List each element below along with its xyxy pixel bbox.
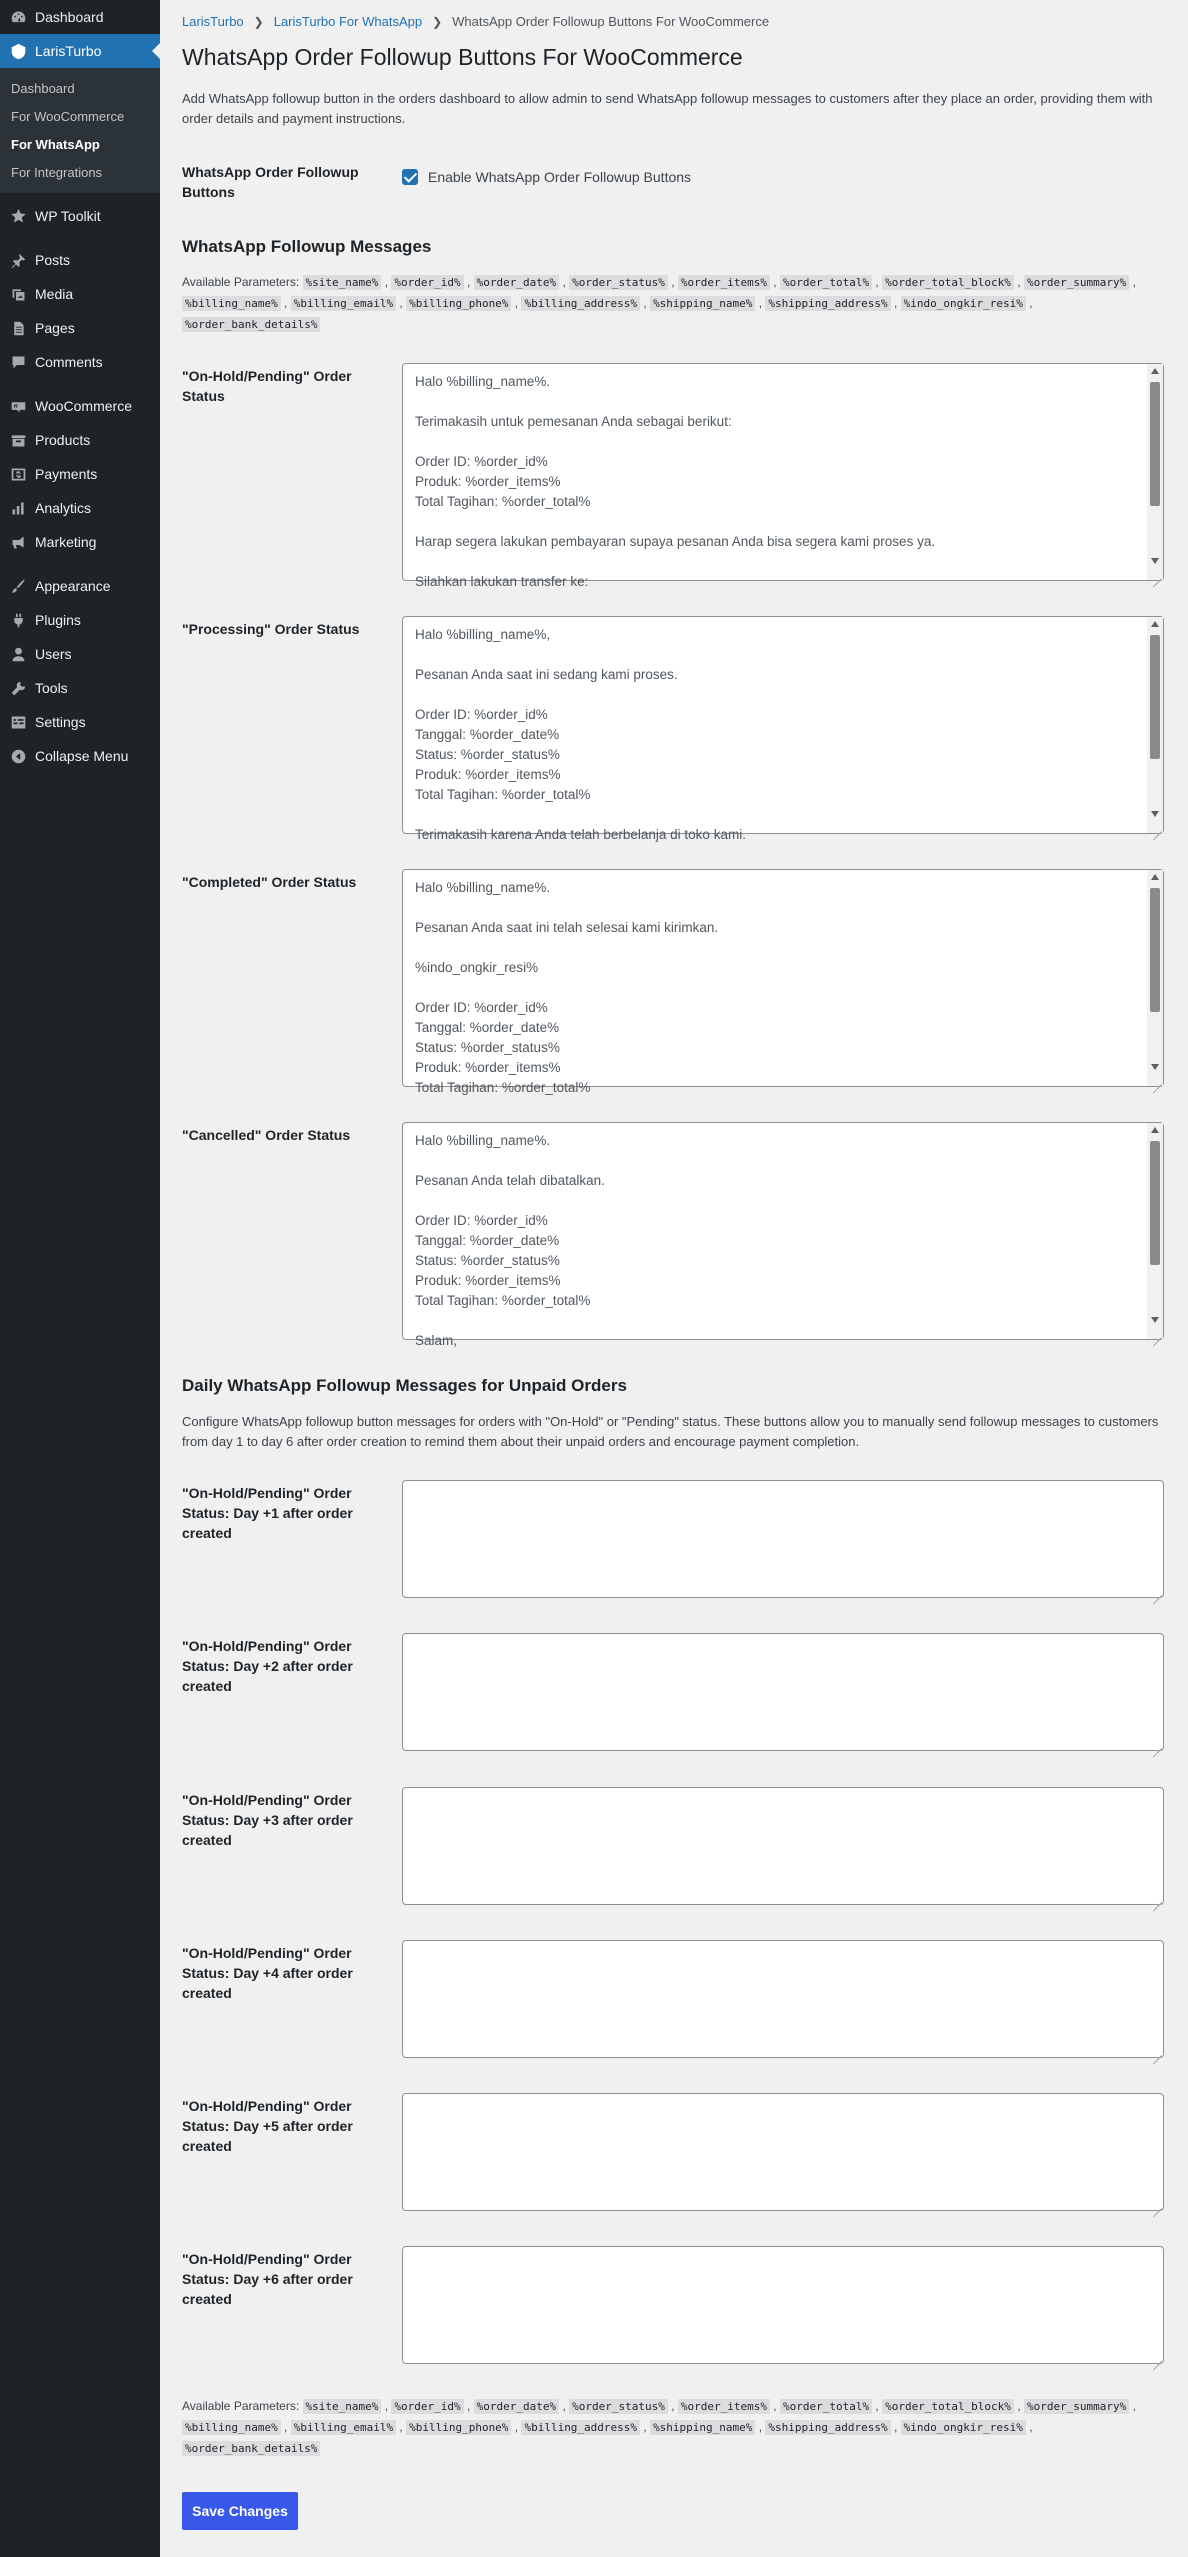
menu-label: Posts [35,252,71,268]
cancelled-message-text: Halo %billing_name%. Pesanan Anda telah dibatalkan. Order ID: %order_id% Tanggal: %order_date% Status: %order_status% Produk: %order_items% Total Tagihan: %order_total% Salam, [415,1133,605,1348]
enable-checkbox-row[interactable] [402,169,691,185]
laristurbo-icon [9,42,27,60]
params-prefix: Available Parameters: [182,275,300,289]
menu-label: Payments [35,466,98,482]
day4-textarea[interactable] [402,1940,1164,2058]
day3-textarea[interactable] [402,1787,1164,1905]
daily-followup-description: Configure WhatsApp followup button messages for orders with "On-Hold" or "Pending" status. These buttons allow you to manually send followup messages to customers from day 1 to day 6 after order creation to remind them about their unpaid orders and encourage payment completion. [182,1414,1159,1449]
day5-textarea[interactable] [402,2093,1164,2211]
day1-label: "On-Hold/Pending" Order Status: Day +1 after order created [182,1485,353,1541]
processing-label: "Processing" Order Status [182,621,360,637]
textarea-scrollbar[interactable] [1147,617,1163,833]
textarea-scrollbar[interactable] [1147,364,1163,580]
menu-laristurbo[interactable] [0,34,160,68]
param-chip: %order_date% [474,2399,559,2414]
users-icon [9,645,27,663]
param-chip: %indo_ongkir_resi% [901,296,1026,311]
scroll-up-icon [1151,368,1159,374]
param-chip: %shipping_name% [650,296,755,311]
menu-label: Dashboard [35,9,104,25]
page-description: Add WhatsApp followup button in the orders dashboard to allow admin to send WhatsApp followup messages to customers after they place an order, providing them with order details and payment instructions. [182,91,1153,126]
wrench-icon [9,679,27,697]
menu-label: LarisTurbo [35,43,102,59]
menu-label: WP Toolkit [35,208,101,224]
menu-dashboard[interactable] [0,0,160,34]
media-icon [9,285,27,303]
resize-grip-icon[interactable] [1152,2046,1162,2056]
scroll-down-icon [1151,558,1159,564]
textarea-scrollbar[interactable] [1147,870,1163,1086]
day5-label: "On-Hold/Pending" Order Status: Day +5 after order created [182,2098,353,2154]
menu-settings[interactable] [0,705,160,739]
laristurbo-submenu [0,68,160,193]
scroll-down-icon [1151,1064,1159,1070]
menu-label: Pages [35,320,75,336]
plugins-icon [9,611,27,629]
param-chip: %billing_name% [182,296,281,311]
submenu-for-whatsapp[interactable]: For WhatsApp [11,136,100,152]
param-chip: %billing_address% [521,2420,640,2435]
chevron-right-icon: ❯ [432,14,443,29]
param-chip: %order_items% [678,275,770,290]
admin-sidebar [0,0,160,2557]
available-params-bottom [182,2396,1164,2459]
day6-text [403,2247,1163,2363]
followup-messages-title: WhatsApp Followup Messages [182,237,432,256]
enable-checkbox[interactable] [402,169,418,185]
param-chip: %site_name% [303,275,382,290]
resize-grip-icon[interactable] [1152,569,1162,579]
woocommerce-icon [9,397,27,415]
menu-label: Plugins [35,612,81,628]
menu-appearance[interactable] [0,569,160,603]
param-chip: %order_summary% [1024,2399,1129,2414]
enable-label: WhatsApp Order Followup Buttons [182,164,359,200]
menu-label: Appearance [35,578,111,594]
enable-checkbox-label: Enable WhatsApp Order Followup Buttons [428,169,692,185]
day5-text [403,2094,1163,2210]
menu-label: Settings [35,714,86,730]
param-chip: %shipping_address% [765,296,890,311]
param-chip: %order_bank_details% [182,2441,320,2456]
pages-icon [9,319,27,337]
resize-grip-icon[interactable] [1152,1893,1162,1903]
megaphone-icon [9,533,27,551]
menu-woocommerce[interactable] [0,389,160,423]
menu-marketing[interactable] [0,525,160,559]
menu-label: Media [35,286,74,302]
completed-message-textarea[interactable] [402,869,1164,1095]
param-chip: %billing_email% [291,296,396,311]
onhold-label: "On-Hold/Pending" Order Status [182,368,352,404]
products-icon [9,431,27,449]
processing-message-textarea[interactable] [402,616,1164,842]
comments-icon [9,353,27,371]
menu-collapse[interactable] [0,739,160,773]
menu-label: WooCommerce [35,398,132,414]
processing-message-text: Halo %billing_name%, Pesanan Anda saat ini sedang kami proses. Order ID: %order_id% Tanggal: %order_date% Status: %order_status% Produk: %order_items% Total Tagihan: %order_total% Terimakasih karena Anda telah berbelanja di toko kami. [415,627,746,842]
day2-label: "On-Hold/Pending" Order Status: Day +2 after order created [182,1638,353,1694]
collapse-icon [9,747,27,765]
payments-icon [9,465,27,483]
day2-text [403,1634,1163,1750]
day6-textarea[interactable] [402,2246,1164,2364]
scroll-up-icon [1151,1127,1159,1133]
submenu-for-woocommerce[interactable]: For WooCommerce [11,108,125,124]
param-chip: %order_total% [780,275,872,290]
param-chip: %billing_address% [521,296,640,311]
menu-products[interactable] [0,423,160,457]
menu-label: Comments [35,354,103,370]
menu-payments[interactable] [0,457,160,491]
menu-posts[interactable] [0,243,160,277]
menu-pages[interactable] [0,311,160,345]
menu-analytics[interactable] [0,491,160,525]
param-chip: %order_items% [678,2399,770,2414]
scroll-up-icon [1151,621,1159,627]
scroll-up-icon [1151,874,1159,880]
completed-message-text: Halo %billing_name%. Pesanan Anda saat ini telah selesai kami kirimkan. %indo_ongkir_resi% Order ID: %order_id% Tanggal: %order_date% Status: %order_status% Produk: %order_items% Total Tagihan: %order_total% [415,880,719,1095]
param-chip: %order_total% [780,2399,872,2414]
param-chip: %shipping_name% [650,2420,755,2435]
param-chip: %order_status% [569,2399,668,2414]
param-chip: %order_bank_details% [182,317,320,332]
daily-followup-title: Daily WhatsApp Followup Messages for Unpaid Orders [182,1376,627,1395]
wp-toolkit-icon [9,207,27,225]
completed-label: "Completed" Order Status [182,874,357,890]
pin-icon [9,251,27,269]
day4-label: "On-Hold/Pending" Order Status: Day +4 after order created [182,1945,353,2001]
settings-icon [9,713,27,731]
day3-text [403,1788,1163,1904]
param-chip: %site_name% [303,2399,382,2414]
resize-grip-icon[interactable] [1152,2352,1162,2362]
param-list: %site_name% , %order_id% , %order_date% , %order_status% , %order_items% , %order_total% , %order_total_block% , %order_summary% , %billing_name% , %billing_email% , %billing_phone% , %billing_address% , %shipping_name% , %shipping_address% , %indo_ongkir_resi% , %order_bank_details% [182,275,1136,331]
param-list: %site_name% , %order_id% , %order_date% , %order_status% , %order_items% , %order_total% , %order_total_block% , %order_summary% , %billing_name% , %billing_email% , %billing_phone% , %billing_address% , %shipping_name% , %shipping_address% , %indo_ongkir_resi% , %order_bank_details% [182,2399,1136,2455]
menu-label: Users [35,646,72,662]
param-chip: %order_status% [569,275,668,290]
scroll-thumb[interactable] [1150,635,1160,759]
resize-grip-icon[interactable] [1152,822,1162,832]
dashboard-icon [9,8,27,26]
menu-label: Analytics [35,500,92,516]
param-chip: %billing_email% [291,2420,396,2435]
menu-media[interactable] [0,277,160,311]
brush-icon [9,577,27,595]
param-chip: %billing_phone% [406,2420,511,2435]
param-chip: %order_id% [391,2399,463,2414]
menu-tools[interactable] [0,671,160,705]
day6-label: "On-Hold/Pending" Order Status: Day +6 after order created [182,2251,353,2307]
scroll-thumb[interactable] [1150,888,1160,1012]
available-params [182,272,1164,335]
scroll-down-icon [1151,1317,1159,1323]
textarea-scrollbar[interactable] [1147,1123,1163,1339]
scroll-thumb[interactable] [1150,382,1160,506]
breadcrumb-current: WhatsApp Order Followup Buttons For WooCommerce [452,14,770,29]
breadcrumb-laristurbo[interactable]: LarisTurbo [182,14,244,29]
param-chip: %order_date% [474,275,559,290]
breadcrumb-for-whatsapp[interactable]: LarisTurbo For WhatsApp [273,14,423,29]
day4-text [403,1941,1163,2057]
scroll-down-icon [1151,811,1159,817]
day1-text [403,1481,1163,1597]
resize-grip-icon[interactable] [1152,1075,1162,1085]
day1-textarea[interactable] [402,1480,1164,1598]
resize-grip-icon[interactable] [1152,1586,1162,1596]
day3-label: "On-Hold/Pending" Order Status: Day +3 after order created [182,1792,353,1848]
chevron-right-icon: ❯ [253,14,264,29]
submenu-dashboard[interactable]: Dashboard [11,80,75,96]
resize-grip-icon[interactable] [1152,1739,1162,1749]
resize-grip-icon[interactable] [1152,1328,1162,1338]
menu-label: Marketing [35,534,97,550]
param-chip: %order_id% [391,275,463,290]
scroll-thumb[interactable] [1150,1141,1160,1265]
menu-label: Collapse Menu [35,748,129,764]
cancelled-message-textarea[interactable] [402,1122,1164,1348]
onhold-message-text: Halo %billing_name%. Terimakasih untuk pemesanan Anda sebagai berikut: Order ID: %order_id% Produk: %order_items% Total Tagihan: %order_total% Harap segera lakukan pembayaran supaya pesanan Anda bisa segera kami proses ya. Silahkan lakukan transfer ke: [415,374,936,589]
menu-comments[interactable] [0,345,160,379]
cancelled-label: "Cancelled" Order Status [182,1127,351,1143]
params-prefix: Available Parameters: [182,2399,300,2413]
param-chip: %billing_name% [182,2420,281,2435]
param-chip: %shipping_address% [765,2420,890,2435]
menu-plugins[interactable] [0,603,160,637]
analytics-icon [9,499,27,517]
page-title: WhatsApp Order Followup Buttons For WooCommerce [182,44,743,70]
menu-label: Tools [35,680,68,696]
submenu-for-integrations[interactable]: For Integrations [11,164,103,180]
breadcrumb [182,14,769,29]
menu-users[interactable] [0,637,160,671]
param-chip: %indo_ongkir_resi% [901,2420,1026,2435]
onhold-message-textarea[interactable] [402,363,1164,589]
param-chip: %order_total_block% [882,275,1014,290]
param-chip: %billing_phone% [406,296,511,311]
menu-label: Products [35,432,91,448]
resize-grip-icon[interactable] [1152,2199,1162,2209]
param-chip: %order_summary% [1024,275,1129,290]
menu-wp-toolkit[interactable] [0,199,160,233]
param-chip: %order_total_block% [882,2399,1014,2414]
save-changes-button[interactable]: Save Changes [182,2492,298,2530]
day2-textarea[interactable] [402,1633,1164,1751]
